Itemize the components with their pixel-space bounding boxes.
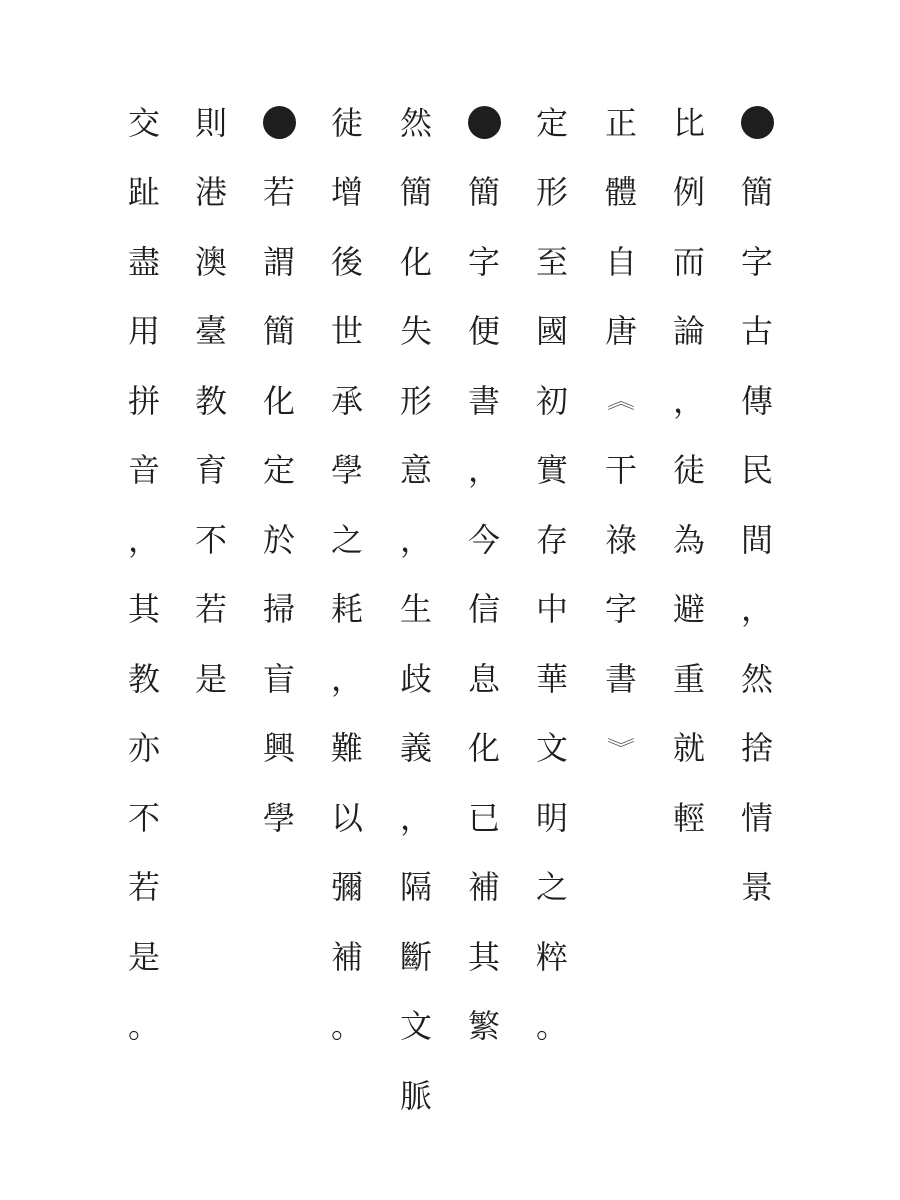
- text-character: 徒: [672, 451, 705, 490]
- text-character: 化: [399, 242, 432, 281]
- text-character: 歧: [399, 659, 432, 698]
- punctuation-mark: ，: [467, 451, 500, 490]
- text-character: 初: [535, 381, 568, 420]
- text-character: 體: [604, 173, 637, 212]
- text-character: 若: [127, 868, 160, 907]
- text-character: 學: [330, 451, 363, 490]
- text-character: 民: [740, 451, 773, 490]
- text-character: 亦: [127, 729, 160, 768]
- text-character: 華: [535, 659, 568, 698]
- text-column: [522, 88, 582, 1061]
- text-character: 其: [467, 937, 500, 976]
- text-column: [181, 88, 241, 714]
- text-character: 比: [672, 103, 705, 142]
- text-character: 國: [535, 312, 568, 351]
- punctuation-mark: ，: [330, 659, 363, 698]
- text-character: 用: [127, 312, 160, 351]
- punctuation-mark: 。: [535, 1007, 568, 1046]
- text-character: 就: [672, 729, 705, 768]
- text-character: 掃: [262, 590, 295, 629]
- punctuation-mark: ，: [399, 520, 432, 559]
- text-character: 然: [399, 103, 432, 142]
- text-character: 育: [194, 451, 227, 490]
- text-character: 化: [262, 381, 295, 420]
- text-character: 脈: [399, 1076, 432, 1115]
- text-character: 正: [604, 103, 637, 142]
- text-character: 之: [330, 520, 363, 559]
- text-character: 例: [672, 173, 705, 212]
- text-character: 是: [194, 659, 227, 698]
- text-character: 論: [672, 312, 705, 351]
- text-character: 捨: [740, 729, 773, 768]
- text-character: 情: [740, 798, 773, 837]
- text-character: 定: [262, 451, 295, 490]
- text-character: 簡: [740, 173, 773, 212]
- punctuation-mark: 。: [330, 1007, 363, 1046]
- text-character: 形: [399, 381, 432, 420]
- text-character: 字: [467, 242, 500, 281]
- title-bracket: [591, 366, 651, 436]
- text-column: [386, 88, 446, 1131]
- text-column: [249, 88, 309, 853]
- text-character: 徒: [330, 103, 363, 142]
- text-character: 明: [535, 798, 568, 837]
- text-character: 增: [330, 173, 363, 212]
- text-character: 重: [672, 659, 705, 698]
- text-character: 承: [330, 381, 363, 420]
- paragraph-bullet: [454, 88, 514, 158]
- text-character: 是: [127, 937, 160, 976]
- text-character: 澳: [194, 242, 227, 281]
- text-character: 形: [535, 173, 568, 212]
- text-character: 音: [127, 451, 160, 490]
- bullet-dot-icon: [741, 106, 774, 139]
- text-character: 化: [467, 729, 500, 768]
- text-column: [659, 88, 719, 853]
- text-character: 世: [330, 312, 363, 351]
- text-character: 謂: [262, 242, 295, 281]
- text-character: 然: [740, 659, 773, 698]
- text-character: 拼: [127, 381, 160, 420]
- text-character: 唐: [604, 312, 637, 351]
- punctuation-mark: ，: [740, 590, 773, 629]
- text-character: 補: [467, 868, 500, 907]
- text-character: 中: [535, 590, 568, 629]
- text-character: 實: [535, 451, 568, 490]
- punctuation-mark: ，: [127, 520, 160, 559]
- text-character: 輕: [672, 798, 705, 837]
- text-character: 定: [535, 103, 568, 142]
- bullet-dot-icon: [468, 106, 501, 139]
- paragraph-bullet: [249, 88, 309, 158]
- text-character: 間: [740, 520, 773, 559]
- text-character: 彌: [330, 868, 363, 907]
- text-character: 失: [399, 312, 432, 351]
- text-character: 若: [194, 590, 227, 629]
- text-character: 其: [127, 590, 160, 629]
- text-character: 教: [194, 381, 227, 420]
- text-character: 存: [535, 520, 568, 559]
- text-character: 教: [127, 659, 160, 698]
- title-bracket-glyph: ︽: [607, 388, 635, 413]
- text-character: 於: [262, 520, 295, 559]
- text-character: 便: [467, 312, 500, 351]
- text-character: 難: [330, 729, 363, 768]
- text-character: 後: [330, 242, 363, 281]
- text-character: 意: [399, 451, 432, 490]
- text-character: 字: [604, 590, 637, 629]
- text-character: 為: [672, 520, 705, 559]
- text-character: 若: [262, 173, 295, 212]
- text-character: 不: [127, 798, 160, 837]
- text-character: 書: [604, 659, 637, 698]
- text-character: 古: [740, 312, 773, 351]
- text-character: 生: [399, 590, 432, 629]
- text-character: 則: [194, 103, 227, 142]
- text-character: 祿: [604, 520, 637, 559]
- text-character: 隔: [399, 868, 432, 907]
- text-character: 學: [262, 798, 295, 837]
- text-character: 耗: [330, 590, 363, 629]
- text-character: 港: [194, 173, 227, 212]
- text-character: 信: [467, 590, 500, 629]
- punctuation-mark: ，: [399, 798, 432, 837]
- text-character: 臺: [194, 312, 227, 351]
- text-character: 息: [467, 659, 500, 698]
- text-column: [317, 88, 377, 1061]
- text-character: 已: [467, 798, 500, 837]
- text-character: 盡: [127, 242, 160, 281]
- text-character: 文: [535, 729, 568, 768]
- text-character: 今: [467, 520, 500, 559]
- title-bracket: [591, 714, 651, 784]
- text-character: 盲: [262, 659, 295, 698]
- text-character: 交: [127, 103, 160, 142]
- text-character: 避: [672, 590, 705, 629]
- text-column: [454, 88, 514, 1061]
- text-character: 字: [740, 242, 773, 281]
- text-character: 斷: [399, 937, 432, 976]
- text-character: 不: [194, 520, 227, 559]
- text-character: 而: [672, 242, 705, 281]
- text-character: 之: [535, 868, 568, 907]
- bullet-dot-icon: [263, 106, 296, 139]
- text-character: 簡: [399, 173, 432, 212]
- text-character: 傳: [740, 381, 773, 420]
- title-bracket-glyph: ︾: [607, 736, 635, 761]
- text-character: 興: [262, 729, 295, 768]
- text-character: 繁: [467, 1007, 500, 1046]
- text-column: [591, 88, 651, 783]
- text-character: 簡: [467, 173, 500, 212]
- text-character: 粹: [535, 937, 568, 976]
- punctuation-mark: 。: [127, 1007, 160, 1046]
- text-character: 文: [399, 1007, 432, 1046]
- text-character: 干: [604, 451, 637, 490]
- text-character: 至: [535, 242, 568, 281]
- text-column: [114, 88, 174, 1061]
- text-character: 趾: [127, 173, 160, 212]
- text-character: 自: [604, 242, 637, 281]
- text-character: 簡: [262, 312, 295, 351]
- text-column: [727, 88, 787, 922]
- text-character: 以: [330, 798, 363, 837]
- punctuation-mark: ，: [672, 381, 705, 420]
- text-character: 義: [399, 729, 432, 768]
- text-character: 補: [330, 937, 363, 976]
- text-character: 景: [740, 868, 773, 907]
- paragraph-bullet: [727, 88, 787, 158]
- text-character: 書: [467, 381, 500, 420]
